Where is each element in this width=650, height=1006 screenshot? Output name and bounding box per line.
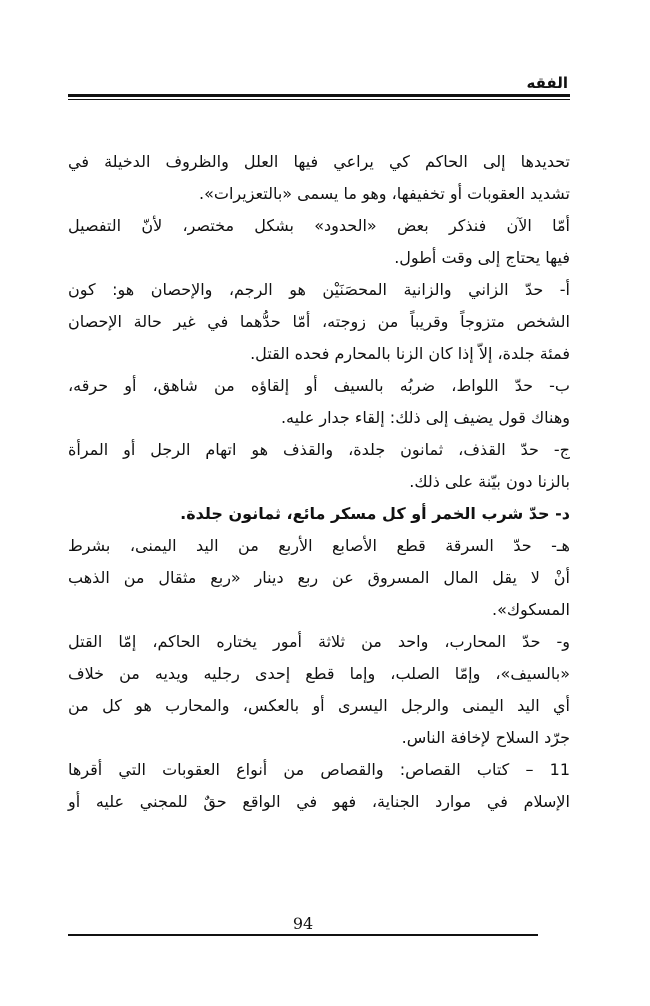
page-header-title: الفقه <box>526 74 568 92</box>
paragraph <box>68 434 570 498</box>
text-line: فيها يحتاج إلى وقت أطول. <box>394 248 570 267</box>
body-text <box>68 146 570 818</box>
paragraph <box>68 370 570 434</box>
text-line: جرّد السلاح لإخافة الناس. <box>401 728 570 747</box>
text-line: و- حدّ المحارب، واحد من ثلاثة أمور يختاره الحاكم، إمّا القتل <box>68 632 570 651</box>
page-number: 94 <box>292 914 314 933</box>
paragraph <box>68 498 570 530</box>
footer-rule <box>68 934 538 936</box>
text-line: تشديد العقوبات أو تخفيفها، وهو ما يسمى «بالتعزيرات». <box>199 184 570 203</box>
paragraph <box>68 210 570 274</box>
paragraph <box>68 530 570 626</box>
paragraph <box>68 274 570 370</box>
header-rule-thin <box>68 99 570 100</box>
text-line: أمّا الآن فنذكر بعض «الحدود» بشكل مختصر، لأنّ التفصيل <box>68 216 570 235</box>
text-line: ب- حدّ اللواط، ضربُه بالسيف أو إلقاؤه من شاهق، أو حرقه، <box>68 376 570 395</box>
text-line: 11 – كتاب القصاص: والقصاص من أنواع العقوبات التي أقرها <box>68 760 570 779</box>
text-line: أنْ لا يقل المال المسروق عن ربع دينار «ربع مثقال من الذهب <box>68 568 570 587</box>
text-line: المسكوك». <box>491 600 570 619</box>
text-line: «بالسيف»، وإمّا الصلب، وإما قطع إحدى رجليه ويديه من خلاف <box>68 664 570 683</box>
text-line: أ- حدّ الزاني والزانية المحصَنَيْن هو الرجم، والإحصان هو: كون <box>68 280 570 299</box>
text-line: وهناك قول يضيف إلى ذلك: إلقاء جدار عليه. <box>280 408 570 427</box>
header-rule-thick <box>68 94 570 97</box>
paragraph <box>68 626 570 754</box>
text-line: د- حدّ شرب الخمر أو كل مسكر مائع، ثمانون جلدة. <box>180 504 570 523</box>
text-line: فمئة جلدة، إلاّ إذا كان الزنا بالمحارم فحده القتل. <box>250 344 570 363</box>
paragraph <box>68 754 570 818</box>
text-line: أي اليد اليمنى والرجل اليسرى أو بالعكس، والمحارب هو كل من <box>68 696 570 715</box>
text-line: ج- حدّ القذف، ثمانون جلدة، والقذف هو اتهام الرجل أو المرأة <box>68 440 570 459</box>
text-line: تحديدها إلى الحاكم كي يراعي فيها العلل والظروف الدخيلة في <box>68 152 570 171</box>
text-line: الإسلام في موارد الجناية، فهو في الواقع حقٌ للمجني عليه أو <box>68 792 570 811</box>
paragraph <box>68 146 570 210</box>
text-line: هـ- حدّ السرقة قطع الأصابع الأربع من اليد اليمنى، بشرط <box>68 536 570 555</box>
text-line: الشخص متزوجاً وقريباً من زوجته، أمّا حدُّهما في غير حالة الإحصان <box>68 312 570 331</box>
text-line: بالزنا دون بيّنة على ذلك. <box>409 472 570 491</box>
